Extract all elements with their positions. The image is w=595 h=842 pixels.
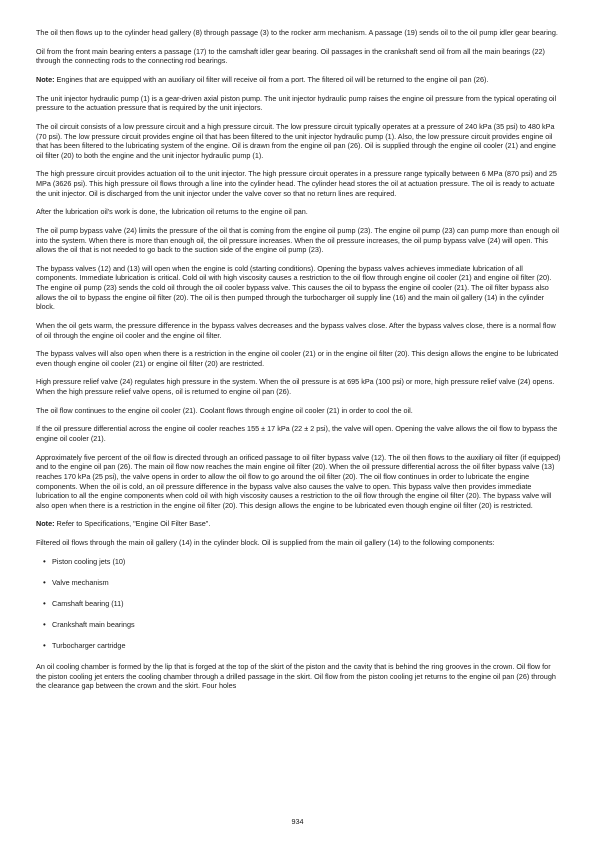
page-number: 934 [291, 817, 304, 826]
paragraph-pump-bypass-valve: The oil pump bypass valve (24) limits the pressure of the oil that is coming from the engine oil pump (23). The engine oil pump (23) can pump more than enough oil into the system. When there is more than enough oil, the oil pressure increases. When the oil pressure increases, the oil pump bypass valve (24) will open. This allows the oil that is not needed to go back to the suction side of the engine oil pump (23). [36, 225, 559, 255]
paragraph-front-main-bearing: Oil from the front main bearing enters a passage (17) to the camshaft idler gear bearing. Oil passages in the crankshaft send oil from all the main bearings (22) through the connecting rods to the connecting rod bearings. [36, 46, 545, 66]
paragraph-cold-start-bypass: The bypass valves (12) and (13) will open when the engine is cold (starting conditions). Opening the bypass valves achieves immediate lubrication of all components. Immediate lubrication is critical. Cold oil with high viscosity causes a restriction to the oil flow through engine oil cooler (21) and engine oil filter (20). The engine oil pump (23) sends the cold oil through the oil cooler bypass valve. This causes the oil to bypass the engine oil cooler (21). The oil filter bypass also allows the oil to bypass the engine oil filter (20). The oil is then pumped through the turbocharger oil supply line (16) and the main oil gallery (14) in the cylinder block. [36, 263, 552, 312]
paragraph-high-pressure-circuit: The high pressure circuit provides actuation oil to the unit injector. The high pressure circuit operates in a pressure range typically between 6 MPa (870 psi) and 25 MPa (3626 psi). This high pressure oil flows through a line into the cylinder head. The cylinder head stores the oil at actuation pressure. The oil is ready to actuate the unit injector. Oil is discharged from the unit injector under the valve cover so that no return lines are required. [36, 169, 557, 198]
note-text: Refer to Specifications, "Engine Oil Filter Base". [54, 519, 211, 529]
document-page [36, 28, 562, 700]
component-list [36, 557, 562, 651]
paragraph-restriction-bypass: The bypass valves will also open when there is a restriction in the engine oil cooler (21) or in the engine oil filter (20). This design allows the engine to be lubricated even though engine oil cooler (21) or engine oil filter (20) are restricted. [36, 349, 559, 368]
paragraph-oil-flow-cylinder-head: The oil then flows up to the cylinder head gallery (8) through passage (3) to the rocker arm mechanism. A passage (19) sends oil to the oil pump idler gear bearing. [36, 28, 558, 37]
paragraph-filter-flow: Approximately five percent of the oil flow is directed through an orificed passage to oil filter bypass valve (12). The oil then flows to the auxiliary oil filter (if equipped) and to the engine oil pan (26). The main oil flow now reaches the main engine oil filter (20). When the oil pressure differential across the oil filter bypass valve (13) reaches 170 kPa (25 psi), the valve opens in order to allow the oil flow to go around the oil filter (20). The oil flow continues in order to lubricate the engine components. When the oil is cold, an oil pressure difference in the bypass valve also causes the valve to open. This bypass valve then provides immediate lubrication to all the engine components when cold oil with high viscosity causes a restriction to the oil flow through the engine oil filter (20). The bypass valve will also open when there is a restriction in the engine oil filter (20). This design allows the engine to be lubricated even though engine oil filter (20) is restricted. [36, 452, 561, 510]
paragraph-oil-cooler: The oil flow continues to the engine oil cooler (21). Coolant flows through engine oil cooler (21) in order to cool the oil. [36, 405, 413, 415]
note-label: Note: [36, 519, 55, 529]
paragraph-cooler-differential: If the oil pressure differential across the engine oil cooler reaches 155 ± 17 kPa (22 ± 2 psi), the valve will open. Opening the valve allows the oil flow to bypass the engine oil cooler (21). [36, 424, 558, 444]
note-specifications [36, 519, 562, 529]
list-item: • Turbocharger cartridge [52, 641, 562, 651]
paragraph-lubrication-return: After the lubrication oil's work is done, the lubrication oil returns to the engine oil pan. [36, 207, 308, 217]
paragraph-oil-circuit: The oil circuit consists of a low pressure circuit and a high pressure circuit. The low pressure circuit typically operates at a pressure of 240 kPa (35 psi) to 480 kPa (70 psi). The low pressure circuit provides engine oil that has been filtered to the unit injector hydraulic pump (1). Also, the low pressure circuit provides engine oil that has been filtered to the lubricating system of the engine. Oil is drawn from the engine oil pan (26). Oil is supplied through the engine oil cooler (21) and engine oil filter (20) to both the engine and the unit injector hydraulic pump (1). [36, 121, 556, 160]
paragraph-main-gallery: Filtered oil flows through the main oil gallery (14) in the cylinder block. Oil is supplied from the main oil gallery (14) to the following components: [36, 538, 495, 548]
list-item: • Piston cooling jets (10) [52, 557, 562, 567]
list-item: • Valve mechanism [52, 578, 562, 588]
list-item: • Camshaft bearing (11) [52, 599, 562, 609]
note-text: Engines that are equipped with an auxiliary oil filter will receive oil from a port. The filtered oil will be returned to the engine oil pan (26). [54, 74, 489, 84]
note-label: Note: [36, 74, 55, 84]
paragraph-relief-valve: High pressure relief valve (24) regulates high pressure in the system. When the oil pressure is at 695 kPa (100 psi) or more, high pressure relief valve (24) opens. When the high pressure relief valve opens, oil is returned to engine oil pan (26). [36, 377, 555, 397]
paragraph-warm-oil: When the oil gets warm, the pressure difference in the bypass valves decreases and the bypass valves close. After the bypass valves close, there is a normal flow of oil through the engine oil cooler and the engine oil filter. [36, 320, 556, 340]
paragraph-hydraulic-pump: The unit injector hydraulic pump (1) is a gear-driven axial piston pump. The unit injector hydraulic pump raises the engine oil pressure from the typical operating oil pressure to the actuation pressure that is required by the unit injectors. [36, 93, 557, 113]
list-item: • Crankshaft main bearings [52, 620, 562, 630]
note-auxiliary-filter [36, 75, 562, 85]
paragraph-cooling-chamber: An oil cooling chamber is formed by the lip that is forged at the top of the skirt of the piston and the cavity that is behind the ring grooves in the crown. Oil flow for the piston cooling jet enters the cooling chamber through a drilled passage in the skirt. Oil flow from the piston cooling jet returns to the engine oil pan (26) through the clearance gap between the crown and the skirt. Four holes [36, 662, 556, 691]
